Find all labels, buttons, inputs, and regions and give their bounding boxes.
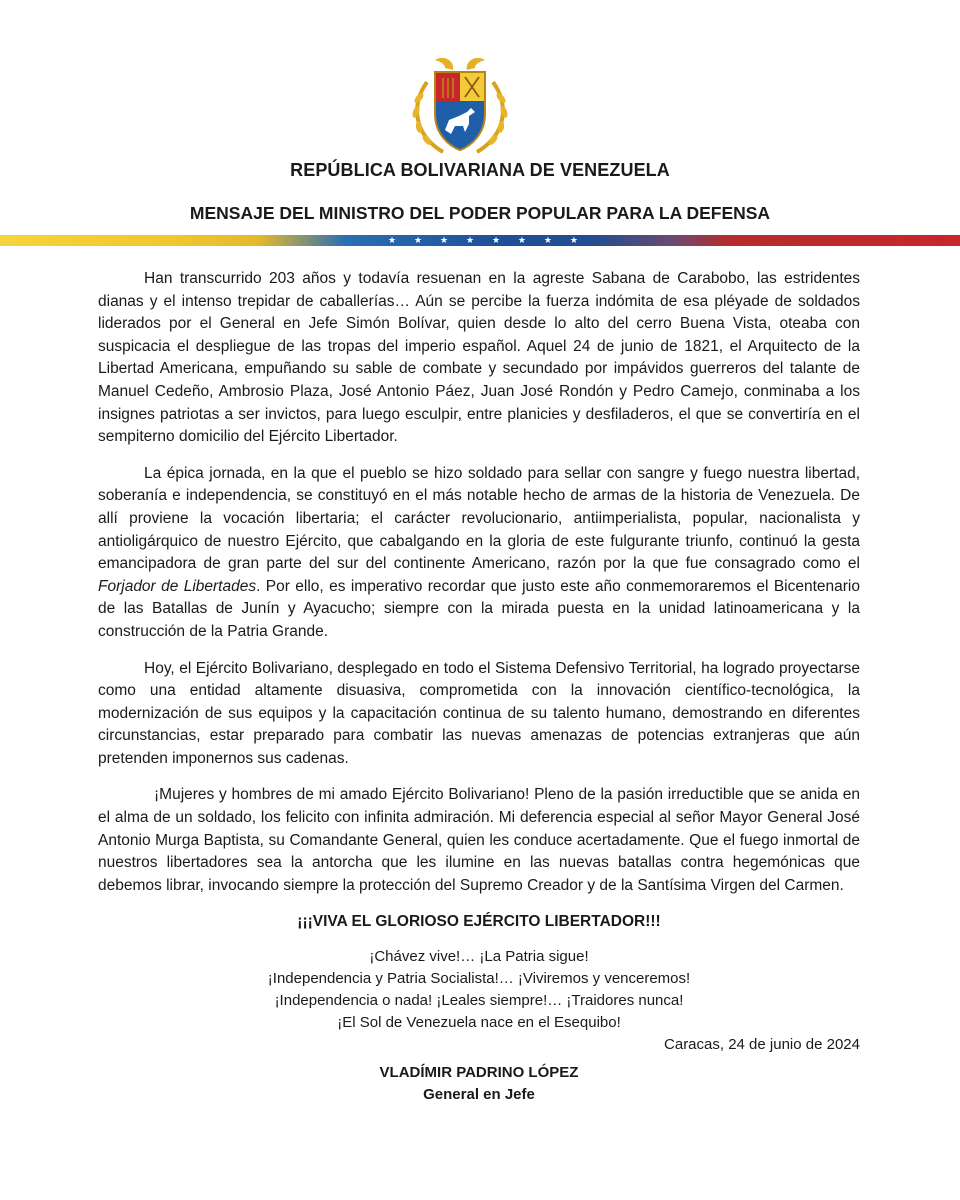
viva-exclamation: ¡¡¡VIVA EL GLORIOSO EJÉRCITO LIBERTADOR!!! bbox=[297, 913, 661, 931]
message-body bbox=[98, 268, 860, 1106]
paragraph-2-text: La épica jornada, en la que el pueblo se hizo soldado para sellar con sangre y fuego nuestra libertad, soberanía e independencia, se constituyó en el más notable hecho de armas de la historia de Venezuela. De allí proviene la vocación libertaria; el carácter revolucionario, antiimperialista, popular, nacionalista y antioligárquico de nuestro Ejército, que cabalgando en la gloria de este fulgurante triunfo, continuó la gesta emancipadora de gran parte del sur del continente Americano, razón por la que fue consagrado como el bbox=[98, 464, 860, 573]
paragraph-4: ¡Mujeres y hombres de mi amado Ejército Bolivariano! Pleno de la pasión irreductible que se anida en el alma de un soldado, los felicito con infinita admiración. Mi deferencia especial al señor Mayor General José Antonio Murga Baptista, su Comandante General, quien les conduce acertadamente. Que el fuego inmortal de nuestros libertadores sea la antorcha que les ilumine en las nuevas batallas contra hegemónicas que debemos librar, invocando siempre la protección del Supremo Creador y de la Santísima Virgen del Carmen. bbox=[98, 786, 860, 894]
forjador-de-libertades: Forjador de Libertades bbox=[98, 577, 257, 595]
place-date: Caracas, 24 de junio de 2024 bbox=[664, 1036, 860, 1054]
signature-block bbox=[98, 1062, 860, 1106]
star-icon: ★ bbox=[465, 235, 475, 245]
slogans bbox=[98, 946, 860, 1034]
star-icon: ★ bbox=[569, 235, 578, 245]
message-subtitle: MENSAJE DEL MINISTRO DEL PODER POPULAR PARA LA DEFENSA bbox=[189, 203, 771, 223]
signer-rank: General en Jefe bbox=[423, 1086, 535, 1104]
paragraph-3: Hoy, el Ejército Bolivariano, desplegado en todo el Sistema Defensivo Territorial, ha logrado proyectarse como una entidad altamente disuasiva, comprometida con la innovación científico-tecnológica, la modernización de sus equipos y la capacitación continua de su talento humano, demostrando en diferentes circunstancias, estar preparado para combatir las nuevas amenazas de potencias extranjeras que aún pretenden imponernos sus cadenas. bbox=[98, 659, 860, 767]
slogan-line: ¡Independencia y Patria Socialista!… ¡Viviremos y venceremos! bbox=[267, 970, 691, 988]
paragraph-1: Han transcurrido 203 años y todavía resuenan en la agreste Sabana de Carabobo, las estridentes dianas y el intenso trepidar de caballerías… Aún se percibe la fuerza indómita de esa pléyade de soldados liderados por el General en Jefe Simón Bolívar, quien desde lo alto del cerro Buena Vista, oteaba con suspicacia el despliegue de las tropas del imperio español. Aquel 24 de junio de 1821, el Arquitecto de la Libertad Americana, empuñando su sable de combate y secundado por impávidos guerreros del talante de Manuel Cedeño, Ambrosio Plaza, José Antonio Páez, Juan José Rondón y Pedro Camejo, conminaba a los insignes patriotas a ser invictos, para luego esculpir, entre planicies y desfiladeros, el que se convertiría en el sempiterno domicilio del Ejército Libertador. bbox=[98, 270, 860, 446]
signer-name: VLADÍMIR PADRINO LÓPEZ bbox=[379, 1064, 579, 1082]
star-icon: ★ bbox=[517, 235, 526, 245]
paragraph-2 bbox=[98, 463, 860, 644]
star-icon: ★ bbox=[439, 235, 449, 245]
star-icon: ★ bbox=[388, 235, 397, 245]
slogan-line: ¡Independencia o nada! ¡Leales siempre!… ¡Traidores nunca! bbox=[274, 992, 684, 1010]
coat-of-arms-icon bbox=[405, 52, 515, 162]
star-icon: ★ bbox=[413, 235, 423, 245]
star-icon: ★ bbox=[491, 235, 501, 245]
star-icon: ★ bbox=[543, 235, 552, 245]
country-title: REPÚBLICA BOLIVARIANA DE VENEZUELA bbox=[290, 160, 670, 180]
slogan-line: ¡El Sol de Venezuela nace en el Esequibo! bbox=[337, 1014, 621, 1032]
slogan-line: ¡Chávez vive!… ¡La Patria sigue! bbox=[369, 948, 589, 966]
paragraph-2-text-end: . Por ello, es imperativo recordar que justo este año conmemoraremos el Bicentenario de las Batallas de Junín y Ayacucho; siempre con la mirada puesta en la unidad latinoamericana y la construcción de la Patria Grande. bbox=[98, 577, 860, 640]
flag-stars bbox=[388, 234, 578, 246]
